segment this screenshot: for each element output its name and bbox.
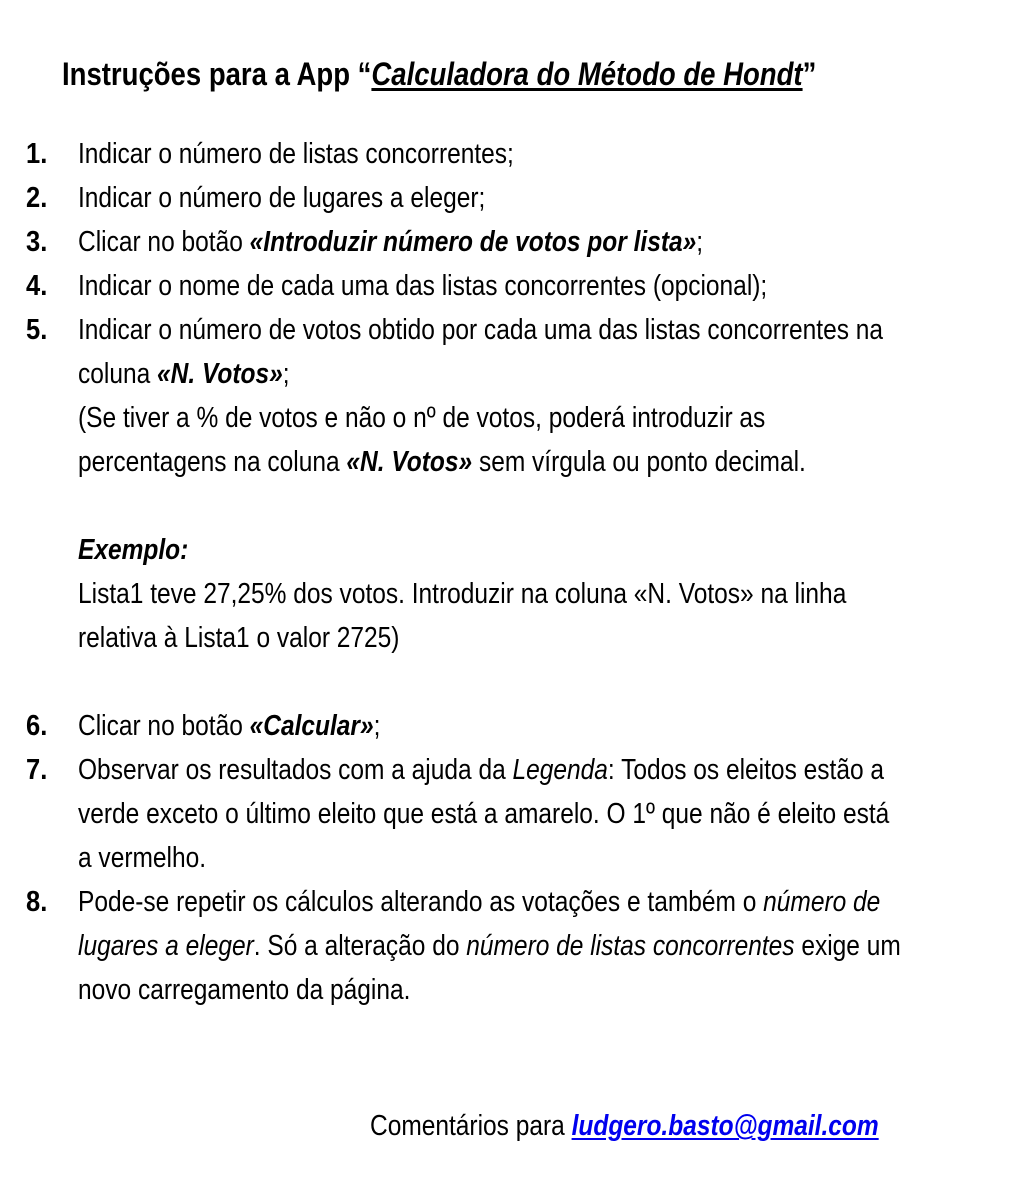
button-reference-calcular: «Calcular» bbox=[249, 710, 374, 742]
step-5-line-4 bbox=[26, 440, 1016, 484]
step-5-line-2 bbox=[26, 352, 1016, 396]
step-text-pre: percentagens na coluna bbox=[78, 446, 347, 478]
email-link[interactable]: ludgero.basto@gmail.com bbox=[571, 1110, 879, 1142]
title-app-name: Calculadora do Método de Hondt bbox=[371, 56, 803, 92]
italic-phrase: lugares a eleger bbox=[78, 930, 254, 962]
step-text-post: ; bbox=[696, 226, 704, 258]
page-title bbox=[62, 56, 816, 93]
step-text-pre: Clicar no botão bbox=[78, 710, 250, 742]
step-number: 3. bbox=[26, 226, 48, 258]
step-number: 8. bbox=[26, 886, 48, 918]
step-number: 5. bbox=[26, 314, 48, 346]
title-prefix: Instruções para a App “ bbox=[62, 56, 372, 92]
example-label: Exemplo: bbox=[78, 534, 189, 566]
step-text-pre: Clicar no botão bbox=[78, 226, 250, 258]
step-number: 7. bbox=[26, 754, 48, 786]
step-text-line-3: a vermelho. bbox=[78, 842, 207, 874]
example-text-2: relativa à Lista1 o valor 2725) bbox=[78, 622, 400, 654]
footer-comments bbox=[370, 1110, 879, 1143]
footer-label: Comentários para bbox=[370, 1110, 572, 1142]
instruction-list bbox=[26, 132, 1016, 1012]
step-3 bbox=[26, 220, 1016, 264]
step-8 bbox=[26, 880, 1016, 924]
spacer bbox=[26, 484, 1016, 528]
step-number: 1. bbox=[26, 138, 48, 170]
example-line-2 bbox=[26, 616, 1016, 660]
step-7 bbox=[26, 748, 1016, 792]
spacer bbox=[26, 660, 1016, 704]
step-number: 4. bbox=[26, 270, 48, 302]
step-7-line-2 bbox=[26, 792, 1016, 836]
step-text-post: ; bbox=[373, 710, 381, 742]
step-number: 2. bbox=[26, 182, 48, 214]
step-text-post: ; bbox=[282, 358, 290, 390]
step-6 bbox=[26, 704, 1016, 748]
step-text-post: : Todos os eleitos estão a bbox=[607, 754, 885, 786]
title-suffix: ” bbox=[802, 56, 817, 92]
step-4 bbox=[26, 264, 1016, 308]
step-text-post: exige um bbox=[794, 930, 901, 962]
example-label-line bbox=[26, 528, 1016, 572]
step-8-line-2 bbox=[26, 924, 1016, 968]
step-text-line-2: verde exceto o último eleito que está a amarelo. O 1º que não é eleito está bbox=[78, 798, 890, 830]
step-text-line-3: novo carregamento da página. bbox=[78, 974, 411, 1006]
step-text-line-4 bbox=[78, 440, 806, 484]
step-text-line-2 bbox=[78, 924, 901, 968]
step-8-line-3 bbox=[26, 968, 1016, 1012]
step-text bbox=[78, 220, 703, 264]
italic-phrase: número de listas concorrentes bbox=[466, 930, 795, 962]
step-text-line-1 bbox=[78, 880, 880, 924]
italic-phrase: número de bbox=[763, 886, 881, 918]
legend-reference: Legenda bbox=[512, 754, 608, 786]
step-text: Indicar o número de listas concorrentes; bbox=[78, 138, 514, 170]
step-text-line-3: (Se tiver a % de votos e não o nº de votos, poderá introduzir as bbox=[78, 402, 766, 434]
step-text bbox=[78, 704, 380, 748]
step-text-line-1: Indicar o número de votos obtido por cada uma das listas concorrentes na bbox=[78, 314, 884, 346]
step-text-line-1 bbox=[78, 748, 884, 792]
step-text-post: sem vírgula ou ponto decimal. bbox=[472, 446, 806, 478]
button-reference-introduzir: «Introduzir número de votos por lista» bbox=[249, 226, 697, 258]
step-text: Indicar o nome de cada uma das listas concorrentes (opcional); bbox=[78, 270, 768, 302]
step-text-mid: . Só a alteração do bbox=[253, 930, 467, 962]
step-1 bbox=[26, 132, 1016, 176]
column-reference-votos: «N. Votos» bbox=[346, 446, 473, 478]
step-text-pre: coluna bbox=[78, 358, 158, 390]
step-5 bbox=[26, 308, 1016, 352]
step-5-line-3 bbox=[26, 396, 1016, 440]
step-text-pre: Pode-se repetir os cálculos alterando as votações e também o bbox=[78, 886, 764, 918]
example-text-1: Lista1 teve 27,25% dos votos. Introduzir na coluna «N. Votos» na linha bbox=[78, 578, 847, 610]
column-reference-votos: «N. Votos» bbox=[157, 358, 283, 390]
step-text-pre: Observar os resultados com a ajuda da bbox=[78, 754, 513, 786]
step-2 bbox=[26, 176, 1016, 220]
step-7-line-3 bbox=[26, 836, 1016, 880]
step-text: Indicar o número de lugares a eleger; bbox=[78, 182, 486, 214]
example-line-1 bbox=[26, 572, 1016, 616]
step-text-line-2 bbox=[78, 352, 290, 396]
step-number: 6. bbox=[26, 710, 48, 742]
